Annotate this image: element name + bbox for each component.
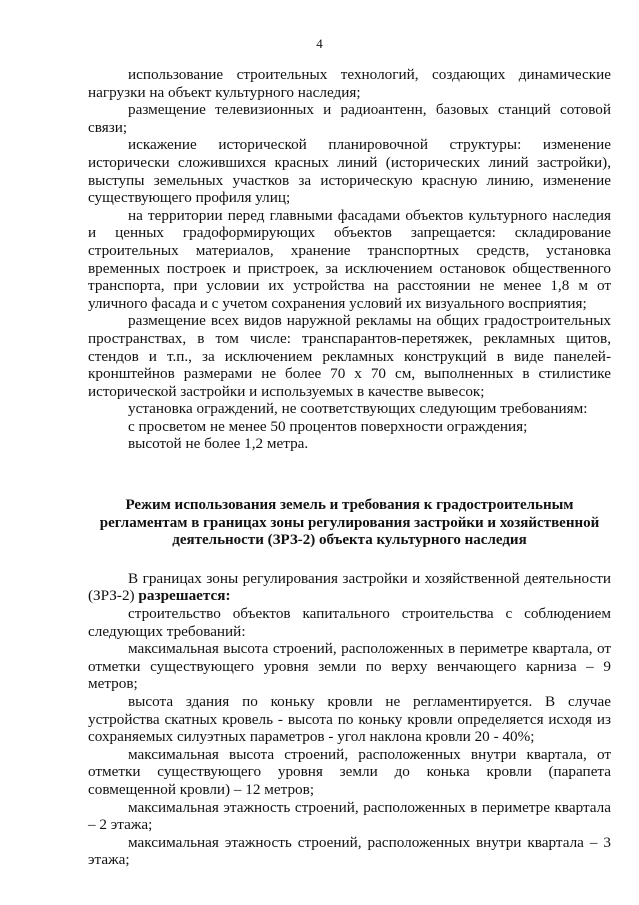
intro-text: В границах зоны регулирования застройки и хозяйственной деятельности (ЗРЗ-2) (88, 569, 611, 605)
paragraph: максимальная высота строений, расположенных в периметре квартала, от отметки существующего уровня земли по верху венчающего карниза – 9 метров; (88, 640, 611, 693)
paragraph: максимальная этажность строений, расположенных в периметре квартала – 2 этажа; (88, 798, 611, 834)
paragraph: с просветом не менее 50 процентов поверхности ограждения; (128, 417, 528, 435)
intro-paragraph (88, 570, 611, 605)
paragraph: использование строительных технологий, создающих динамические нагрузки на объект культурного наследия; (88, 66, 611, 101)
page-number: 4 (316, 36, 323, 51)
paragraph: высотой не более 1,2 метра. (128, 435, 309, 453)
paragraph: максимальная этажность строений, расположенных внутри квартала – 3 этажа; (88, 833, 611, 869)
paragraph: высота здания по коньку кровли не регламентируется. В случае устройства скатных кровель - высота по коньку кровли определяется исходя из сохраняемых силуэтных параметров - угол наклона кровли 20 - 40%; (88, 693, 611, 746)
intro-bold: разрешается: (138, 587, 231, 605)
document-body (88, 66, 611, 869)
paragraph: искажение исторической планировочной структуры: изменение исторически сложившихся красных линий (исторических линий застройки), выступы земельных участков за историческую красную линию, изменение существующего профиля улиц; (88, 136, 611, 207)
paragraph: установка ограждений, не соответствующих следующим требованиям: (128, 400, 588, 418)
paragraph: размещение всех видов наружной рекламы на общих градостроительных пространствах, в том числе: транспарантов-перетяжек, рекламных щитов, стендов и т.п., за исключением рекламных конструкций в виде панелей-кронштейнов размерами не более 70 х 70 см, выполненных в стилистике исторической застройки и используемых в качестве вывесок; (88, 312, 611, 400)
paragraph: строительство объектов капитального строительства с соблюдением следующих требований: (88, 605, 611, 640)
section-heading: Режим использования земель и требования к градостроительным регламентам в границах зоны регулирования застройки и хозяйственной деятельности (ЗРЗ-2) объекта культурного наследия (99, 497, 600, 549)
paragraph: на территории перед главными фасадами объектов культурного наследия и ценных градоформирующих объектов запрещается: складирование строительных материалов, хранение транспортных средств, установка временных построек и пристроек, за исключением остановок общественного транспорта, при условии их устройства на расстоянии не менее 1,8 м от уличного фасада и с учетом сохранения условий их визуального восприятия; (88, 206, 611, 312)
paragraph: максимальная высота строений, расположенных внутри квартала, от отметки существующего уровня земли до конька кровли (парапета совмещенной кровли) – 12 метров; (88, 745, 611, 798)
paragraph: размещение телевизионных и радиоантенн, базовых станций сотовой связи; (88, 101, 611, 136)
